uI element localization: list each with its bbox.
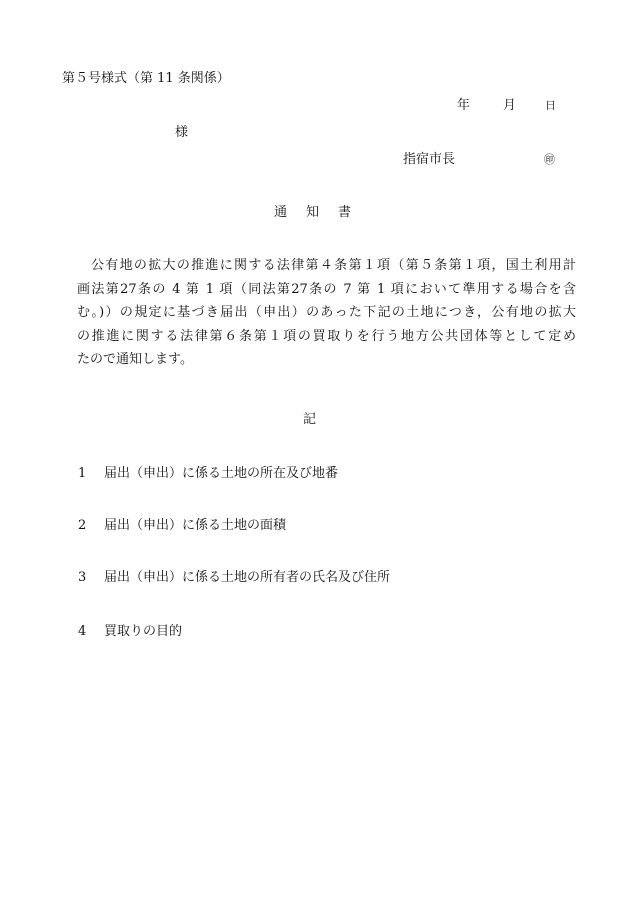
item-label: 買取りの目的: [104, 624, 183, 639]
title-char: 書: [338, 205, 352, 220]
form-number: 第５号様式（第 11 条関係）: [62, 71, 230, 86]
list-item: [78, 518, 286, 534]
body-line: の推進に関する法律第６条第１項の買取りを行う地方公共団体等として定め: [77, 328, 576, 344]
document-title: [274, 205, 351, 221]
sender-mayor: 指宿市長: [403, 152, 456, 167]
addressee-suffix: 様: [175, 125, 189, 140]
date-year-label: 年: [457, 98, 471, 113]
item-number: 3: [78, 570, 87, 585]
title-char: 知: [306, 205, 320, 220]
ki-heading: 記: [303, 412, 317, 427]
body-line: 公有地の拡大の推進に関する法律第４条第１項（第５条第１項，国土利用計: [91, 258, 576, 273]
list-item: [78, 570, 390, 586]
seal-mark-icon: ㊞: [544, 153, 555, 166]
item-number: 4: [78, 624, 87, 639]
date-day-label: 日: [545, 99, 556, 112]
item-number: 2: [78, 518, 87, 533]
item-label: 届出（申出）に係る土地の所有者の氏名及び住所: [104, 570, 391, 585]
list-item: [78, 466, 338, 482]
item-label: 届出（申出）に係る土地の所在及び地番: [104, 466, 339, 481]
item-number: 1: [78, 466, 87, 481]
body-line: たので通知します。: [77, 352, 193, 367]
body-line: 画法第27条の 4 第 1 項（同法第27条の 7 第 1 項において準用する場合を含: [77, 281, 576, 297]
body-line: む。)）の規定に基づき届出（申出）のあった下記の土地につき，公有地の拡大: [77, 305, 576, 320]
title-char: 通: [274, 205, 288, 220]
list-item: [78, 624, 182, 640]
date-month-label: 月: [503, 98, 517, 113]
item-label: 届出（申出）に係る土地の面積: [104, 518, 287, 533]
notice-body: [62, 254, 576, 372]
